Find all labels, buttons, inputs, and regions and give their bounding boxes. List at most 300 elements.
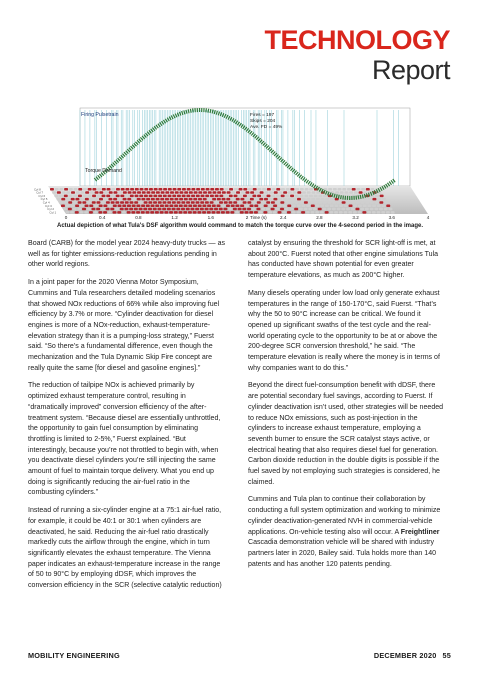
cylinder-event <box>124 208 128 211</box>
cylinder-event <box>228 208 232 211</box>
cylinder-event <box>97 201 101 204</box>
cylinder-event <box>351 208 355 211</box>
cylinder-event <box>372 198 376 201</box>
cylinder-label: Cyl 7 <box>36 190 44 195</box>
cylinder-event <box>318 195 322 198</box>
cylinder-event <box>252 195 256 198</box>
cylinder-event <box>158 195 162 198</box>
cylinder-event <box>219 201 223 204</box>
cylinder-event <box>84 211 88 214</box>
cylinder-event <box>148 201 152 204</box>
cylinder-event <box>290 201 294 204</box>
cylinder-event <box>71 191 75 194</box>
cylinder-event <box>231 198 235 201</box>
paragraph-text: Cummins and Tula plan to continue their collaboration by conducting a full system optimization and working to minimize cylinder deactivation-generated NVH in commercial-vehicle applications. On-vehicle testing also will occur. A <box>248 496 441 536</box>
cylinder-event <box>102 188 106 191</box>
cylinder-event <box>122 205 126 208</box>
cylinder-event <box>344 191 348 194</box>
cylinder-event <box>75 205 79 208</box>
cylinder-event <box>182 195 186 198</box>
cylinder-event <box>186 208 190 211</box>
cylinder-event <box>382 205 386 208</box>
cylinder-event <box>243 195 247 198</box>
cylinder-event <box>263 211 267 214</box>
cylinder-event <box>188 205 192 208</box>
cylinder-event <box>101 208 105 211</box>
cylinder-event <box>340 191 344 194</box>
cylinder-event <box>339 205 343 208</box>
cylinder-event <box>55 188 59 191</box>
cylinder-event <box>125 195 129 198</box>
cylinder-event <box>128 191 132 194</box>
cylinder-event <box>129 208 133 211</box>
cylinder-event <box>73 195 77 198</box>
cylinder-event <box>379 208 383 211</box>
cylinder-event <box>306 205 310 208</box>
cylinder-event <box>240 198 244 201</box>
cylinder-event <box>275 208 279 211</box>
dsf-figure-svg <box>28 90 428 220</box>
cylinder-event <box>156 198 160 201</box>
cylinder-event <box>141 211 145 214</box>
cylinder-event <box>89 211 93 214</box>
paragraph: Board (CARB) for the model year 2024 heavy-duty trucks — as well as for tighter emissions-reduction regulations pending in other world regions. <box>28 240 226 269</box>
cylinder-event <box>94 205 98 208</box>
cylinder-event <box>388 208 392 211</box>
cylinder-event <box>224 201 228 204</box>
cylinder-event <box>309 201 313 204</box>
cylinder-event <box>107 188 111 191</box>
cylinder-event <box>314 195 318 198</box>
cylinder-event <box>300 188 304 191</box>
cylinder-event <box>342 188 346 191</box>
cylinder-event <box>363 198 367 201</box>
paragraph: Many diesels operating under low load only generate exhaust temperatures in the range of 150-170°C, said Fuerst. “That’s why the 50 to 90°C increase can be critical. We found it opened up significant swaths of the test cycle and the real-world operating cycle to the opportunity to be at or above the 200-degree SCR conversion threshold,” he said. “The temperature elevation is really where the money is in terms of why companies want to do this.” <box>248 289 440 372</box>
cylinder-event <box>322 208 326 211</box>
cylinder-event <box>287 205 291 208</box>
cylinder-event <box>221 211 225 214</box>
cylinder-event <box>191 201 195 204</box>
cylinder-event <box>273 211 277 214</box>
cylinder-event <box>155 205 159 208</box>
cylinder-event <box>266 208 270 211</box>
cylinder-event <box>144 195 148 198</box>
cylinder-event <box>358 211 362 214</box>
cylinder-event <box>247 208 251 211</box>
paragraph <box>248 495 445 570</box>
cylinder-event <box>262 195 266 198</box>
cylinder-event <box>63 208 67 211</box>
cylinder-event <box>250 191 254 194</box>
cylinder-event <box>313 201 317 204</box>
cylinder-event <box>327 208 331 211</box>
cylinder-event <box>201 188 205 191</box>
cylinder-event <box>236 198 240 201</box>
cylinder-event <box>278 191 282 194</box>
cylinder-event <box>236 191 240 194</box>
cylinder-event <box>209 208 213 211</box>
cylinder-event <box>304 195 308 198</box>
cylinder-event <box>217 191 221 194</box>
cylinder-event <box>157 208 161 211</box>
cylinder-event <box>132 205 136 208</box>
cylinder-event <box>267 195 271 198</box>
cylinder-event <box>92 188 96 191</box>
cylinder-event <box>193 205 197 208</box>
cylinder-event <box>295 195 299 198</box>
cylinder-event <box>172 195 176 198</box>
cylinder-event <box>257 195 261 198</box>
cylinder-event <box>172 208 176 211</box>
cylinder-event <box>179 205 183 208</box>
right-column <box>248 239 445 577</box>
cylinder-event <box>276 195 280 198</box>
cylinder-event <box>64 188 68 191</box>
dsf-figure <box>28 90 428 220</box>
cylinder-event <box>118 191 122 194</box>
cylinder-event <box>231 205 235 208</box>
cylinder-event <box>181 208 185 211</box>
cylinder-event <box>144 188 148 191</box>
cylinder-event <box>195 208 199 211</box>
bold-company-name: Freightliner <box>400 528 440 536</box>
cylinder-event <box>287 211 291 214</box>
cylinder-event <box>92 201 96 204</box>
time-axis-tick: 1.6 <box>207 215 214 220</box>
cylinder-event <box>187 188 191 191</box>
cylinder-event <box>242 208 246 211</box>
cylinder-event <box>315 211 319 214</box>
cylinder-event <box>71 198 75 201</box>
cylinder-event <box>137 191 141 194</box>
cylinder-event <box>121 188 125 191</box>
cylinder-event <box>144 201 148 204</box>
cylinder-event <box>173 188 177 191</box>
cylinder-event <box>215 188 219 191</box>
cylinder-event <box>311 198 315 201</box>
cylinder-event <box>264 198 268 201</box>
cylinder-event <box>381 211 385 214</box>
cylinder-event <box>371 188 375 191</box>
cylinder-event <box>294 208 298 211</box>
cylinder-event <box>80 205 84 208</box>
cylinder-event <box>245 211 249 214</box>
stats-skips: Skips = 204 <box>250 119 276 124</box>
cylinder-event <box>146 191 150 194</box>
cylinder-event <box>300 195 304 198</box>
cylinder-event <box>288 191 292 194</box>
cylinder-event <box>68 208 72 211</box>
cylinder-event <box>290 188 294 191</box>
cylinder-event <box>113 211 117 214</box>
cylinder-event <box>243 188 247 191</box>
cylinder-event <box>136 211 140 214</box>
cylinder-event <box>306 211 310 214</box>
cylinder-event <box>179 191 183 194</box>
cylinder-event <box>167 201 171 204</box>
cylinder-event <box>231 191 235 194</box>
cylinder-event <box>295 188 299 191</box>
cylinder-event <box>135 195 139 198</box>
cylinder-event <box>212 191 216 194</box>
cylinder-event <box>290 195 294 198</box>
cylinder-event <box>191 195 195 198</box>
cylinder-event <box>108 205 112 208</box>
cylinder-event <box>375 195 379 198</box>
cylinder-event <box>323 195 327 198</box>
cylinder-event <box>196 201 200 204</box>
cylinder-event <box>304 208 308 211</box>
cylinder-event <box>62 191 66 194</box>
time-axis-tick: 2.8 <box>316 215 323 220</box>
cylinder-event <box>153 208 157 211</box>
cylinder-event <box>250 205 254 208</box>
paragraph: The reduction of tailpipe NOx is achieved primarily by optimized exhaust temperature control, resulting in “dramatically improved” conversion efficiency of the after-treatment system. “Because diesel are essentially unthrottled, the opportunity to gain fuel consumption by eliminating throttling is limited to 2-5%,” Fuerst explained. “But interestingly, because you’re not throttled to begin with, when you deactivate diesel cylinders you’re still injecting the same amount of fuel to maintain torque delivery. What you end up doing is significantly reducing the air-fuel ratio in the combusting cylinders.” <box>28 382 221 497</box>
cylinder-event <box>353 211 357 214</box>
cylinder-event <box>368 198 372 201</box>
cylinder-event <box>254 205 258 208</box>
cylinder-event <box>283 198 287 201</box>
cylinder-event <box>223 208 227 211</box>
cylinder-event <box>248 195 252 198</box>
cylinder-event <box>297 205 301 208</box>
cylinder-event <box>132 198 136 201</box>
cylinder-event <box>299 201 303 204</box>
cylinder-event <box>344 205 348 208</box>
cylinder-event <box>217 198 221 201</box>
cylinder-event <box>229 188 233 191</box>
cylinder-event <box>190 208 194 211</box>
cylinder-event <box>370 201 374 204</box>
paragraph: catalyst by ensuring the threshold for SCR light-off is met, at about 200°C. Fuerst noted that other engine simulations Tula has conducted have shown potential for even greater temperature elevations, as much as 200°C higher. <box>248 240 439 280</box>
cylinder-event <box>111 188 115 191</box>
cylinder-event <box>268 205 272 208</box>
cylinder-event <box>115 208 119 211</box>
cylinder-event <box>249 211 253 214</box>
cylinder-event <box>217 205 221 208</box>
cylinder-event <box>238 208 242 211</box>
time-axis-tick: 0.4 <box>99 215 106 220</box>
cylinder-event <box>127 205 131 208</box>
cylinder-event <box>282 211 286 214</box>
cylinder-event <box>176 208 180 211</box>
cylinder-event <box>117 211 121 214</box>
cylinder-event <box>198 191 202 194</box>
cylinder-event <box>135 188 139 191</box>
cylinder-label: Cyl 6 <box>38 193 46 198</box>
cylinder-event <box>302 198 306 201</box>
cylinder-event <box>278 205 282 208</box>
cylinder-event <box>339 211 343 214</box>
cylinder-event <box>356 201 360 204</box>
cylinder-event <box>203 191 207 194</box>
cylinder-event <box>241 191 245 194</box>
cylinder-event <box>194 191 198 194</box>
cylinder-event <box>206 188 210 191</box>
cylinder-event <box>94 211 98 214</box>
cylinder-event <box>372 211 376 214</box>
cylinder-event <box>103 205 107 208</box>
cylinder-event <box>174 198 178 201</box>
cylinder-event <box>175 191 179 194</box>
cylinder-label: Cyl 8 <box>34 187 41 192</box>
cylinder-event <box>113 205 117 208</box>
cylinder-event <box>250 198 254 201</box>
stats-fires: Fires = 197 <box>250 113 275 118</box>
cylinder-event <box>311 205 315 208</box>
cylinder-event <box>137 198 141 201</box>
cylinder-event <box>134 208 138 211</box>
cylinder-event <box>92 195 96 198</box>
cylinder-event <box>386 211 390 214</box>
cylinder-event <box>320 205 324 208</box>
cylinder-event <box>212 205 216 208</box>
cylinder-event <box>97 188 101 191</box>
cylinder-event <box>70 205 74 208</box>
cylinder-event <box>85 205 89 208</box>
cylinder-event <box>87 208 91 211</box>
cylinder-event <box>109 191 113 194</box>
cylinder-event <box>269 198 273 201</box>
cylinder-event <box>142 191 146 194</box>
cylinder-event <box>66 205 70 208</box>
cylinder-event <box>307 191 311 194</box>
cylinder-event <box>274 191 278 194</box>
cylinder-event <box>83 195 87 198</box>
cylinder-event <box>391 211 395 214</box>
cylinder-event <box>329 211 333 214</box>
cylinder-event <box>352 188 356 191</box>
cylinder-event <box>181 201 185 204</box>
cylinder-event <box>64 195 68 198</box>
cylinder-event <box>370 208 374 211</box>
cylinder-event <box>168 188 172 191</box>
paragraph: In a joint paper for the 2020 Vienna Motor Symposium, Cummins and Tula researchers detailed modeling scenarios that showed NOx reductions of 66% while also improving fuel efficiency by 3.7% or more. “Cylinder deactivation for diesel engines is more of a NOx-reduction, exhaust-temperature-elevation strategy than it is a pumping-loss strategy,” Fuerst said. “So there’s a fundamental difference, even though the mechanization and the Tula Dynamic Skip Fire concept are really quite the same [for diesel and gasoline engines].” <box>28 279 220 372</box>
cylinder-event <box>235 211 239 214</box>
time-axis-tick: 4 <box>426 215 430 220</box>
cylinder-event <box>89 205 93 208</box>
cylinder-event <box>154 188 158 191</box>
cylinder-event <box>363 205 367 208</box>
cylinder-event <box>285 201 289 204</box>
cylinder-event <box>257 201 261 204</box>
time-axis-tick: 0 <box>64 215 68 220</box>
cylinder-event <box>248 188 252 191</box>
cylinder-event <box>202 211 206 214</box>
cylinder-event <box>260 191 264 194</box>
cylinder-event <box>149 195 153 198</box>
cylinder-event <box>151 205 155 208</box>
cylinder-event <box>141 205 145 208</box>
cylinder-event <box>75 211 79 214</box>
cylinder-event <box>172 201 176 204</box>
cylinder-event <box>283 191 287 194</box>
cylinder-event <box>360 208 364 211</box>
cylinder-event <box>130 195 134 198</box>
cylinder-event <box>245 198 249 201</box>
cylinder-event <box>203 198 207 201</box>
firing-pulsetrain-label: Firing Pulsetrain <box>81 112 119 118</box>
cylinder-event <box>95 191 99 194</box>
cylinder-event <box>262 201 266 204</box>
cylinder-event <box>313 208 317 211</box>
cylinder-event <box>280 201 284 204</box>
cylinder-event <box>384 201 388 204</box>
cylinder-event <box>90 191 94 194</box>
cylinder-event <box>198 205 202 208</box>
cylinder-event <box>292 198 296 201</box>
cylinder-event <box>281 188 285 191</box>
cylinder-event <box>96 208 100 211</box>
cylinder-event <box>283 205 287 208</box>
cylinder-event <box>215 195 219 198</box>
cylinder-event <box>82 201 86 204</box>
cylinder-event <box>106 208 110 211</box>
cylinder-label: Cyl 5 <box>40 197 48 202</box>
cylinder-event <box>238 195 242 198</box>
cylinder-event <box>66 191 70 194</box>
cylinder-event <box>259 198 263 201</box>
cylinder-event <box>323 201 327 204</box>
paragraph: Beyond the direct fuel-consumption benefit with dDSF, there are potential secondary fuel savings, according to Fuerst. If cylinder deactivation isn’t used, other strategies will be needed to reduce NOx emissions, such as post-injection in the cylinders to increase exhaust temperature, employing a seventh burner to ensure the SCR catalyst stays active, or electrical heating that also requires diesel fuel for generation. Carbon dioxide reduction in the double digits is possible if the fuel saved by not employing such strategies is considered, he claimed. <box>248 382 444 486</box>
cylinder-event <box>191 188 195 191</box>
cylinder-event <box>54 195 58 198</box>
cylinder-event <box>219 195 223 198</box>
cylinder-event <box>384 208 388 211</box>
cylinder-event <box>240 205 244 208</box>
cylinder-event <box>134 201 138 204</box>
cylinder-event <box>189 198 193 201</box>
cylinder-event <box>122 211 126 214</box>
cylinder-event <box>259 205 263 208</box>
cylinder-event <box>174 205 178 208</box>
cylinder-event <box>306 198 310 201</box>
cylinder-event <box>252 201 256 204</box>
cylinder-event <box>227 191 231 194</box>
cylinder-event <box>184 191 188 194</box>
cylinder-event <box>130 188 134 191</box>
cylinder-event <box>115 201 119 204</box>
cylinder-event <box>148 208 152 211</box>
cylinder-event <box>351 201 355 204</box>
cylinder-label: Cyl 4 <box>42 200 50 205</box>
cylinder-event <box>64 201 68 204</box>
cylinder-event <box>316 198 320 201</box>
cylinder-event <box>243 201 247 204</box>
cylinder-event <box>335 191 339 194</box>
cylinder-event <box>330 198 334 201</box>
publication-name: MOBILITY ENGINEERING <box>28 651 120 660</box>
cylinder-event <box>264 205 268 208</box>
cylinder-event <box>162 208 166 211</box>
cylinder-event <box>316 191 320 194</box>
cylinder-event <box>304 201 308 204</box>
cylinder-event <box>155 211 159 214</box>
cylinder-event <box>149 188 153 191</box>
cylinder-event <box>177 201 181 204</box>
torque-demand-label: Torque Demand <box>85 168 122 174</box>
cylinder-event <box>163 201 167 204</box>
cylinder-event <box>354 191 358 194</box>
cylinder-event <box>342 201 346 204</box>
cylinder-event <box>252 208 256 211</box>
cylinder-event <box>183 211 187 214</box>
cylinder-event <box>69 188 73 191</box>
cylinder-event <box>188 211 192 214</box>
cylinder-event <box>83 188 87 191</box>
cylinder-event <box>197 211 201 214</box>
cylinder-event <box>143 208 147 211</box>
